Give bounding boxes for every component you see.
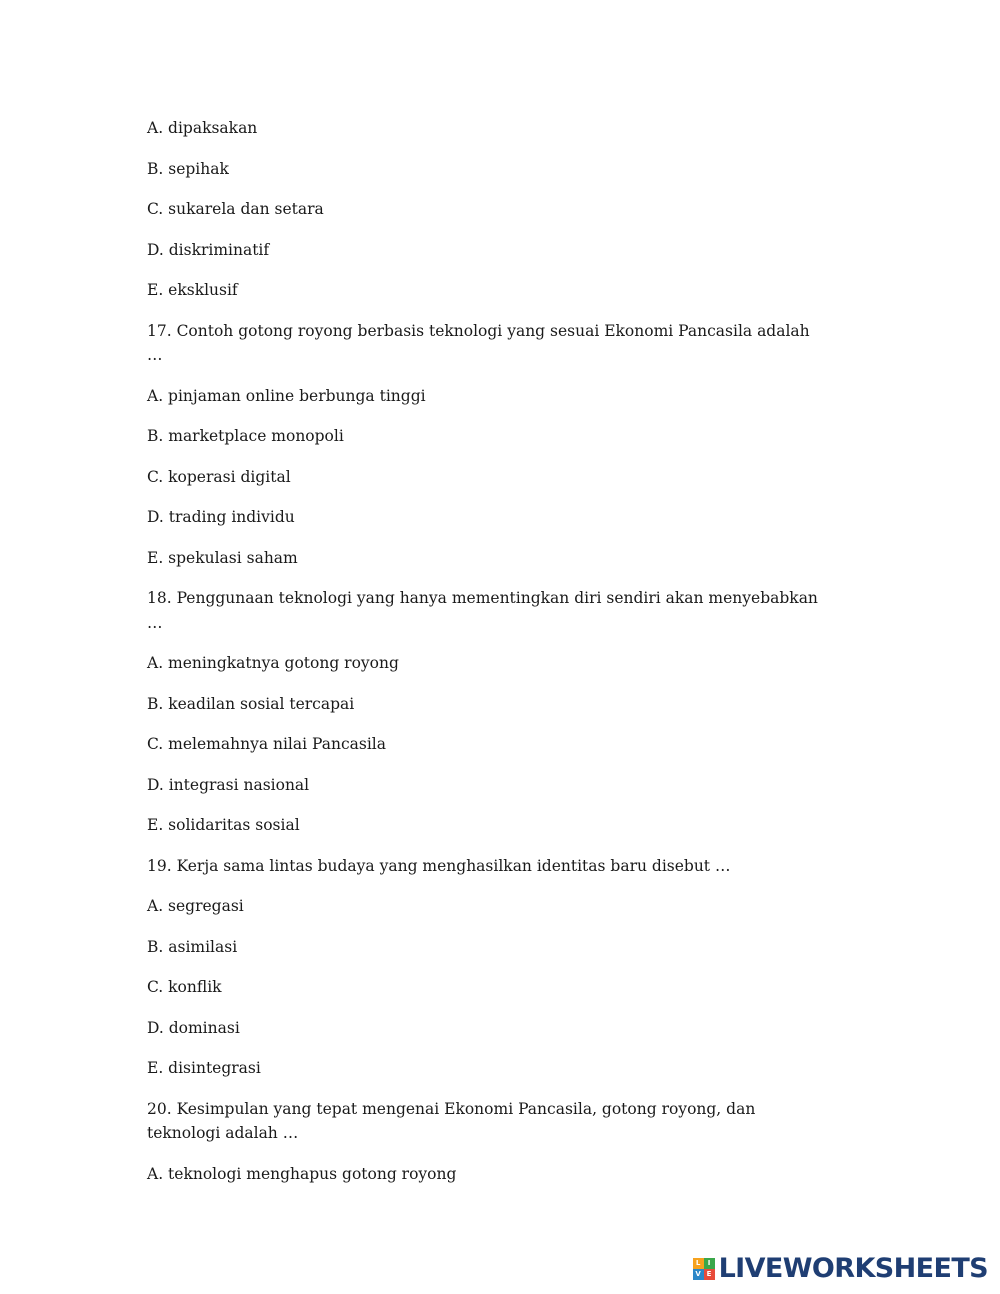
answer-option: B. keadilan sosial tercapai <box>147 694 355 713</box>
answer-option: A. teknologi menghapus gotong royong <box>147 1164 457 1183</box>
answer-option: A. segregasi <box>147 897 244 915</box>
answer-option: A. meningkatnya gotong royong <box>147 654 399 672</box>
question-18: 18. Penggunaan teknologi yang hanya mementingkan diri sendiri akan menyebabkan … <box>147 589 818 632</box>
answer-option: A. pinjaman online berbunga tinggi <box>147 386 426 405</box>
worksheet-content <box>147 116 827 1202</box>
answer-option: C. melemahnya nilai Pancasila <box>147 735 387 753</box>
question-19: 19. Kerja sama lintas budaya yang menghasilkan identitas baru disebut … <box>147 856 731 875</box>
answer-option: A. dipaksakan <box>147 119 258 137</box>
answer-option: E. disintegrasi <box>147 1059 261 1077</box>
answer-option: E. eksklusif <box>147 281 238 299</box>
liveworksheets-logo <box>693 1252 988 1286</box>
answer-option: E. spekulasi saham <box>147 548 298 567</box>
answer-option: D. integrasi nasional <box>147 775 310 794</box>
answer-option: D. trading individu <box>147 508 295 526</box>
answer-option: B. marketplace monopoli <box>147 427 344 445</box>
answer-option: B. sepihak <box>147 159 229 178</box>
answer-option: D. dominasi <box>147 1018 240 1037</box>
liveworksheets-logo-icon: L I V E <box>693 1258 715 1280</box>
answer-option: D. diskriminatif <box>147 240 270 259</box>
question-17: 17. Contoh gotong royong berbasis teknologi yang sesuai Ekonomi Pancasila adalah … <box>147 321 810 364</box>
answer-option: C. sukarela dan setara <box>147 200 324 218</box>
answer-option: C. konflik <box>147 978 222 996</box>
answer-option: B. asimilasi <box>147 937 238 956</box>
question-20: 20. Kesimpulan yang tepat mengenai Ekonomi Pancasila, gotong royong, dan teknologi adalah … <box>147 1099 756 1142</box>
logo-text: LIVEWORKSHEETS <box>718 1253 988 1284</box>
answer-option: E. solidaritas sosial <box>147 816 300 834</box>
answer-option: C. koperasi digital <box>147 467 291 486</box>
